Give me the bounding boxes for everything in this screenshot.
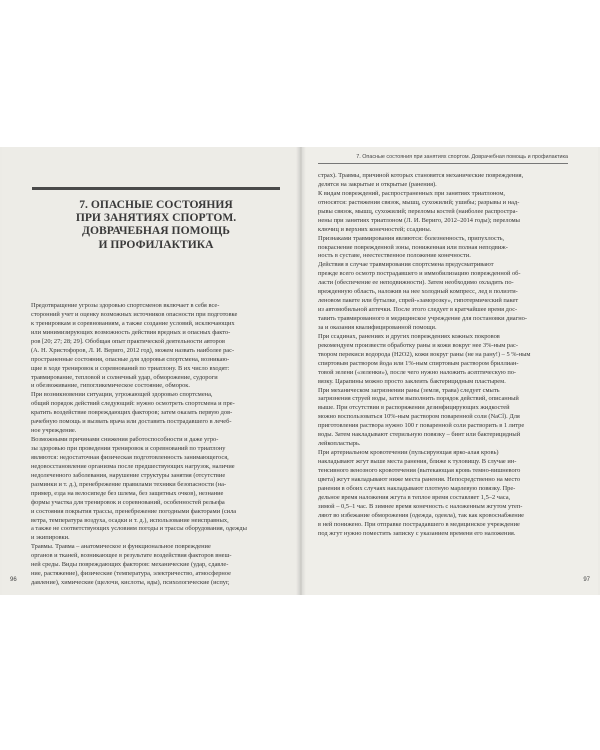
text-line: цвета) жгут накладывают ниже места ранения. Непосредственно на место [318, 475, 521, 483]
text-line: сторонний учет и оценку возможных источников опасности при подготовке [31, 310, 238, 318]
text-line: нены при занятиях триатлоном (Л. И. Вериго, 2012–2014 годы); переломы [318, 216, 520, 224]
text-line: пример, езда на велосипеде без шлема, без защитных очков), незнание [31, 489, 224, 497]
text-line: общий порядок действий следующий: нужно осмотреть спортсмена и пре- [31, 400, 235, 408]
text-line: из автомобильной аптечки. После этого следует в кратчайшее время дос- [318, 306, 518, 314]
text-line: щие в ходе тренировок и соревнований по триатлону. В их число входят: [31, 364, 230, 372]
text-line: и экипировки. [31, 534, 70, 542]
left-page-body-text [31, 302, 279, 588]
text-line: за и оказания квалифицированной помощи. [318, 323, 437, 331]
text-line: давление), химические (щелочи, кислоты, яды), психологические (испуг, [31, 579, 230, 587]
text-line: При механическом загрязнении раны (земля, трава) следует смыть [318, 386, 500, 394]
text-line: Возможными причинами снижения работоспособности и даже угро- [31, 436, 219, 444]
text-line: или минимизирующих возможность действия вредных и опасных факто- [31, 328, 231, 336]
text-line: К видам повреждений, распространенных при занятиях триатлоном, [318, 189, 506, 197]
text-line: рачебную помощь и вызвать врача или доставить пострадавшего в лечеб- [31, 418, 232, 426]
page-number-left: 96 [10, 577, 17, 583]
text-line: твором перекиси водорода (H2O2), кожи вокруг раны (не на рану!) – 5 %-ным [318, 350, 531, 358]
text-line: При ссадинах, ранениях и других повреждениях кожных покровов [318, 332, 500, 340]
book-spread [0, 147, 600, 595]
text-line: зимой – 0,5–1 час. В зимнее время конечность с наложенным жгутом утеп- [318, 502, 523, 510]
chapter-title-line: 7. ОПАСНЫЕ СОСТОЯНИЯ [79, 198, 233, 211]
text-line: а также не соответствующих условиям погоды и трассы оборудования, одежды [31, 525, 247, 533]
text-line: приготовления раствора нужно 100 г поваренной соли растворить в 1 литре [318, 422, 525, 430]
text-line: тавить травмированного в медицинское учреждение для постановки диагно- [318, 315, 527, 322]
text-line: врежденную область, наложив на нее холодный компресс, лед в полиэти- [318, 288, 518, 296]
text-line: зы здоровью при проведении тренировок и соревнований по триатлону [31, 445, 226, 452]
text-line: загрязнения струей воды, затем выполнить порядок действий, описанный [318, 395, 519, 403]
chapter-title-line: ДОВРАЧЕБНАЯ ПОМОЩЬ [82, 224, 230, 238]
text-line: делятся на закрытые и открытые (ранения). [318, 180, 437, 188]
right-page-body-text [318, 172, 567, 538]
text-line: товой зелени («зеленки»), после чего нужно наложить асептическую по- [318, 368, 517, 376]
book-gutter-shadow [296, 147, 306, 595]
text-line: ние, растяжение), физические (температура, электричество, атмосферное [31, 570, 231, 578]
text-line: прежде всего осмотр пострадавшего и иммобилизацию поврежденной об- [318, 270, 521, 278]
text-line: лейкопластырь. [318, 440, 361, 448]
text-line: к тренировкам и соревнованиям, а также создание условий, исключающих [31, 319, 235, 327]
text-line: ветра, температура воздуха, осадки и т. д.), использование неисправных, [31, 516, 229, 524]
chapter-top-rule [32, 187, 280, 190]
text-line: Признаками травмирования являются: болезненность, припухлость, [318, 234, 505, 242]
text-line: ров [20; 27; 28; 29]. Обобщая опыт практической деятельности авторов [31, 337, 225, 345]
text-line: (А. Н. Христофоров, Л. И. Вериго, 2012 год), можем назвать наиболее рас- [31, 346, 235, 354]
text-line: Предотвращение угрозы здоровью спортсменов включает в себя все- [31, 302, 220, 309]
text-line: Действия в случае травмирования спортсмена предусматривают [318, 261, 494, 269]
text-line: можно воспользоваться 10%-ным раствором поваренной соли (NaCl). Для [318, 413, 520, 421]
text-line: кратить воздействие повреждающих факторов; затем оказать первую дов- [31, 409, 233, 417]
text-line: покраснение поврежденной зоны, пониженная или полная неподвиж- [318, 243, 508, 251]
chapter-title-line: ПРИ ЗАНЯТИЯХ СПОРТОМ. [75, 211, 237, 225]
text-line: спиртовым раствором йода или 1%-ным спиртовым раствором бриллиан- [318, 359, 519, 367]
text-line: ласти (обеспечение ее неподвижности). Затем необходимо охладить по- [318, 279, 514, 287]
text-line: пространенные состояния, опасные для здоровья спортсмена, возникаю- [31, 355, 230, 363]
text-line: выше. При отсутствии в распоряжении дезинфицирующих жидкостей [318, 404, 510, 412]
text-line: накладывают жгут выше места ранения, ближе к туловищу. В случае ин- [318, 458, 517, 465]
text-line: ляют во избежание обморожения (одежда, одеяла), так как кровоснабжение [318, 511, 524, 519]
text-line: недовосстановление организма после предшествующих нагрузок, наличие [31, 462, 235, 470]
text-line: относятся: растяжения связок, мышц, сухожилий; ушибы; разрывы и над- [318, 198, 520, 206]
running-head: 7. Опасные состояния при занятиях спортом. Доврачебная помощь и профилактика [318, 153, 568, 164]
text-line: формы участка для тренировок и соревнований, особенностей рельефа [31, 498, 225, 506]
right-page [301, 147, 598, 595]
text-line: леновом пакете или бутылке, спрей-«заморозку», гипотермический пакет [318, 297, 519, 305]
text-line: дельное время наложения жгута в теплое время составляет 1,5–2 часа, [318, 493, 511, 501]
text-line: вязку. Царапины можно просто заклеить бактерицидным пластырем. [318, 377, 506, 385]
text-line: являются: недостаточная физическая подготовленность занимающегося, [31, 453, 229, 461]
text-line: травмирование, тепловой и солнечный удар, обморожение, судороги [31, 373, 218, 381]
left-page [2, 147, 301, 595]
page-number-right: 97 [583, 577, 590, 583]
chapter-title-line: И ПРОФИЛАКТИКА [98, 237, 214, 251]
text-line: При артериальном кровотечении (пульсирующая ярко-алая кровь) [318, 449, 499, 457]
text-line: Травмы. Травма – анатомическое и функциональное повреждение [31, 543, 211, 551]
text-line: и состояния покрытия трассы, пренебрежение погодными факторами (сила [31, 507, 237, 515]
text-line: недолеченного заболевания, нарушение структуры занятия (отсутствие [31, 471, 226, 479]
text-line: ключиц и верхних конечностей; ссадины. [318, 225, 432, 233]
text-line: страх). Травмы, причиной которых становятся механические повреждения, [318, 172, 524, 179]
text-line: разминки и т. д.), пренебрежение правилами техники безопасности (на- [31, 480, 227, 488]
text-line: рывы связок, мышц, сухожилий; переломы костей (наиболее распростра- [318, 207, 518, 215]
text-line: рекомендуем произвести обработку раны и кожи вокруг нее 3%-ным рас- [318, 341, 518, 349]
chapter-title [36, 198, 276, 251]
text-line: ность в суставе, неестественное положение конечности. [318, 252, 471, 260]
text-line: ное учреждение. [31, 427, 77, 435]
text-line: в ней понижено. При отправке пострадавшего в медицинское учреждение [318, 520, 520, 528]
text-line: под жгут нужно поместить записку с указанием времени его наложения. [318, 529, 516, 537]
text-line: и обезвоживание, гипогликемическое состояние, обморок. [31, 382, 190, 390]
text-line: ранения в обоих случаях накладывают плотную марлевую повязку. Пре- [318, 484, 516, 492]
text-line: воды. Затем накладывают стерильную повязку – бинт или бактерицидный [318, 431, 521, 439]
text-line: При возникновении ситуации, угрожающей здоровью спортсмена, [31, 391, 213, 399]
text-line: тенсивного венозного кровотечения (вытекающая кровь темно-вишневого [318, 466, 521, 474]
text-line: ней среды. Виды повреждающих факторов: механические (удар, сдавле- [31, 561, 229, 569]
text-line: органов и тканей, возникающее в результате воздействия факторов внеш- [31, 552, 232, 560]
